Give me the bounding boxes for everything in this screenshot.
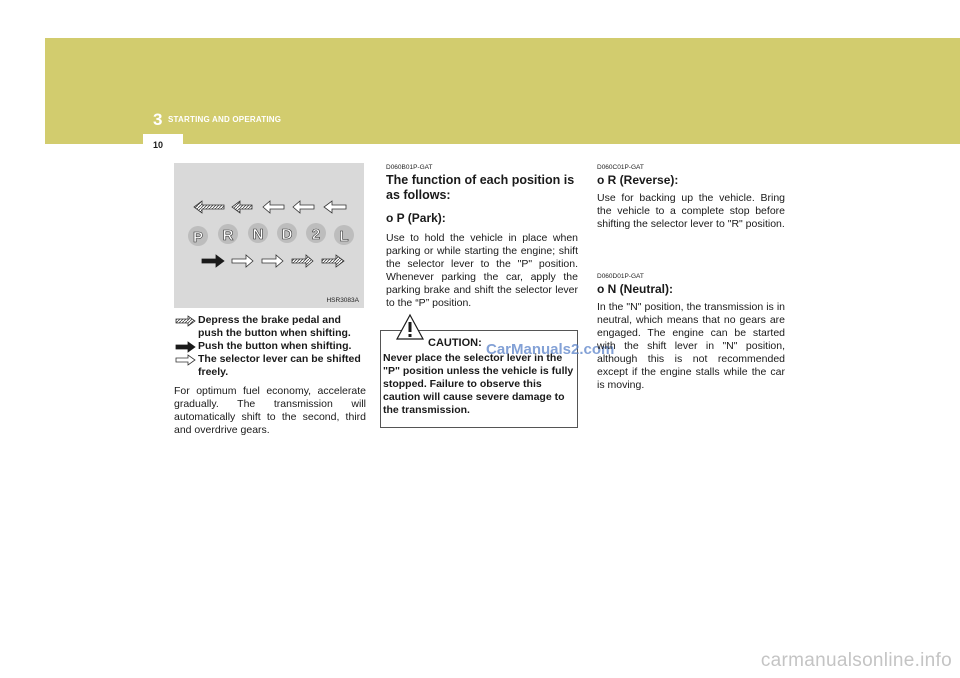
top-arrows [194, 201, 346, 213]
section-code: D060B01P-GAT [386, 164, 433, 171]
chapter-number: 3 [153, 110, 163, 129]
right-arrow-icon [322, 255, 344, 267]
legend-item [174, 340, 366, 353]
section-heading: The function of each position is as follows: [386, 173, 575, 202]
legend-text: The selector lever can be shifted freely. [198, 353, 361, 378]
page-number: 10 [153, 140, 164, 150]
gear-letter: D [281, 226, 293, 243]
right-arrow-icon [202, 255, 224, 267]
gear-letter: N [252, 226, 264, 243]
left-arrow-icon [194, 201, 224, 213]
left-arrow-icon [263, 201, 284, 213]
caution-title: CAUTION: [428, 337, 482, 349]
legend-text: Depress the brake pedal and push the button when shifting. [198, 314, 351, 339]
gear-letter: L [339, 228, 349, 245]
figure-code: HSR3083A [326, 297, 359, 304]
caution-text: Never place the selector lever in the "P" position unless the vehicle is fully stopped. Failure to observe this caution will cause severe damage to the transmission. [383, 352, 574, 416]
legend-item [174, 314, 366, 340]
right-arrow-icon [262, 255, 283, 267]
left-arrow-icon [293, 201, 314, 213]
gear-letter: 2 [311, 226, 321, 243]
right-arrow-icon [292, 255, 313, 267]
left-arrow-icon [324, 201, 346, 213]
legend-item [174, 353, 366, 379]
park-body: Use to hold the vehicle in place when parking or while starting the engine; shift the selector lever to the "P" position. Whenever parking the car, apply the parking brake and shift the selector lever to the “P” position. [386, 232, 578, 309]
legend-text: Push the button when shifting. [198, 340, 352, 352]
right-arrow-icon [232, 255, 253, 267]
chapter-title: STARTING AND OPERATING [168, 115, 282, 124]
gear-selector-figure [174, 163, 364, 308]
neutral-body: In the "N" position, the transmission is in neutral, which means that no gears are engaged. The engine can be started with the shift lever in "N" position, although this is not recommended except if the engine stalls while the car is moving. [597, 301, 785, 391]
header-band [45, 38, 960, 144]
neutral-heading: o N (Neutral): [597, 282, 673, 296]
gear-letter: R [222, 227, 234, 244]
solid-right-arrow-icon [174, 341, 198, 353]
reverse-code: D060C01P-GAT [597, 164, 644, 171]
reverse-body: Use for backing up the vehicle. Bring the vehicle to a complete stop before shifting the selector lever to "R" position. [597, 192, 785, 230]
outline-right-arrow-icon [174, 354, 198, 366]
warning-icon [395, 312, 425, 342]
neutral-code: D060D01P-GAT [597, 273, 644, 280]
gear-letter: P [192, 229, 204, 246]
hollow-right-arrow-icon [174, 315, 198, 327]
reverse-heading: o R (Reverse): [597, 173, 679, 187]
bottom-arrows [202, 255, 344, 267]
park-heading: o P (Park): [386, 211, 446, 225]
fuel-economy-paragraph: For optimum fuel economy, accelerate gradually. The transmission will automatically shift to the second, third and overdrive gears. [174, 385, 366, 436]
left-arrow-icon [232, 201, 252, 213]
arrow-legend [174, 314, 366, 379]
gear-diagram [174, 163, 364, 308]
site-watermark: CarManuals2.com [486, 341, 615, 358]
bottom-watermark: carmanualsonline.info [760, 650, 952, 671]
